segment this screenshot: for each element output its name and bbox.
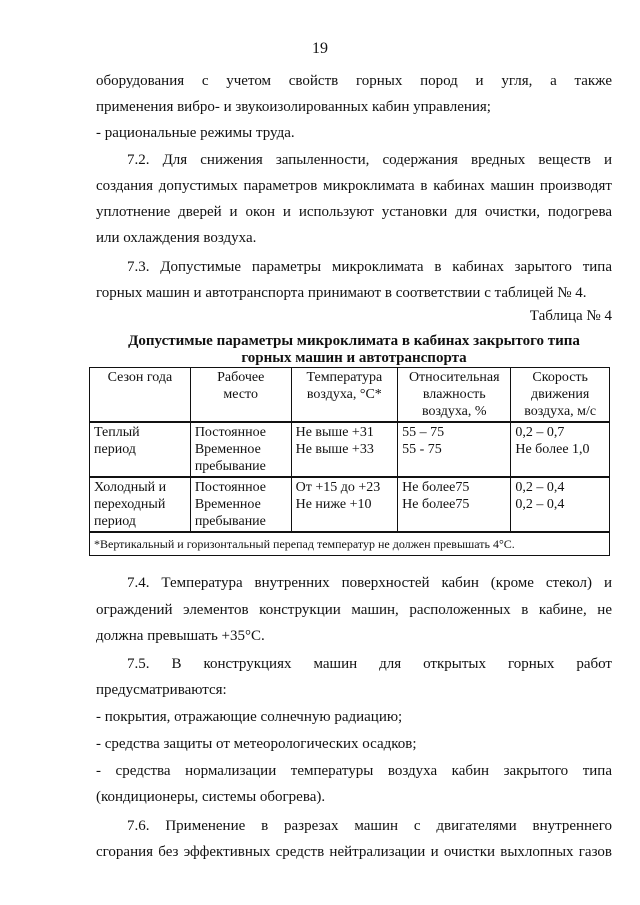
table-note-row [90,532,610,556]
paragraph-line: или охлаждения воздуха. [96,230,257,246]
list-item: - средства нормализации температуры воздуха кабин закрытого типа [96,763,612,779]
paragraph-line: создания допустимых параметров микроклимата в кабинах машин производят [96,178,612,194]
header-air-speed: Скорость движения воздуха, м/с [511,368,610,423]
paragraph-line: - рациональные режимы труда. [96,125,295,141]
cell-temperature: От +15 до +23 Не ниже +10 [291,477,398,532]
header-humidity: Относительная влажность воздуха, % [398,368,511,423]
paragraph-7-3-line: 7.3. Допустимые параметры микроклимата в кабинах зарытого типа [127,259,612,275]
header-temperature: Температура воздуха, °С* [291,368,398,423]
header-season: Сезон года [90,368,191,423]
table-row-cold [90,477,610,532]
paragraph-line: уплотнение дверей и окон и используют установки для очистки, подогрева [96,204,612,220]
paragraph-line: предусматриваются: [96,682,227,698]
cell-humidity: 55 – 75 55 - 75 [398,422,511,477]
cell-air-speed: 0,2 – 0,7 Не более 1,0 [511,422,610,477]
page-number: 19 [312,40,328,57]
cell-season: Теплый период [90,422,191,477]
cell-humidity: Не более75 Не более75 [398,477,511,532]
cell-air-speed: 0,2 – 0,4 0,2 – 0,4 [511,477,610,532]
paragraph-7-6-line: 7.6. Применение в разрезах машин с двигателями внутреннего [127,818,612,834]
microclimate-table [89,367,610,556]
table-title-line: горных машин и автотранспорта [241,350,467,366]
table-title-line: Допустимые параметры микроклимата в кабинах закрытого типа [128,333,580,349]
table-row-warm [90,422,610,477]
list-item: - покрытия, отражающие солнечную радиацию; [96,709,403,725]
paragraph-7-4-line: 7.4. Температура внутренних поверхностей кабин (кроме стекол) и [127,575,612,591]
cell-season: Холодный и переходный период [90,477,191,532]
table-label: Таблица № 4 [529,308,612,324]
paragraph-line: (кондиционеры, системы обогрева). [96,789,326,805]
paragraph-line: сгорания без эффективных средств нейтрализации и очистки выхлопных газов [96,844,612,860]
header-workplace: Рабочее место [190,368,291,423]
table-title [96,333,612,367]
cell-temperature: Не выше +31 Не выше +33 [291,422,398,477]
table-header-row [90,368,610,423]
paragraph-line: должна превышать +35°С. [96,628,265,644]
list-item: - средства защиты от метеорологических осадков; [96,736,417,752]
paragraph-line: применения вибро- и звукоизолированных кабин управления; [96,99,491,115]
paragraph-line: оборудования с учетом свойств горных пород и угля, а также [96,73,612,89]
paragraph-line: ограждений элементов конструкции машин, расположенных в кабине, не [96,602,612,618]
paragraph-line: горных машин и автотранспорта принимают в соответствии с таблицей № 4. [96,285,587,301]
table-footnote: *Вертикальный и горизонтальный перепад температур не должен превышать 4°С. [90,532,610,556]
paragraph-7-2-line: 7.2. Для снижения запыленности, содержания вредных веществ и [127,152,612,168]
cell-workplace: Постоянное Временное пребывание [190,422,291,477]
cell-workplace: Постоянное Временное пребывание [190,477,291,532]
paragraph-7-5-line: 7.5. В конструкциях машин для открытых горных работ [127,656,612,672]
